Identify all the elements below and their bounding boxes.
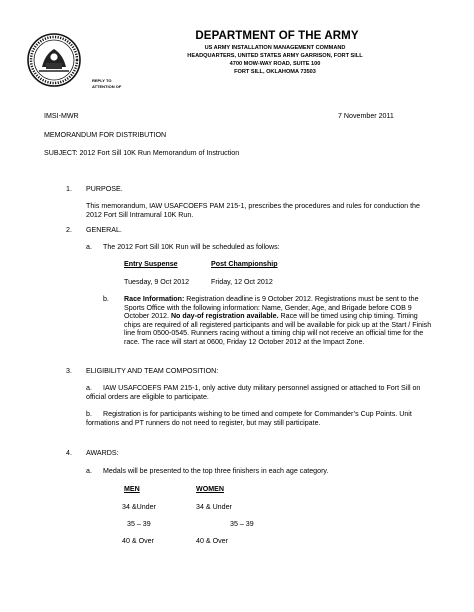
attention-of-label: ATTENTION OF <box>92 84 122 89</box>
post-championship-header: Post Championship <box>211 260 278 268</box>
section-number: 4. <box>66 449 72 457</box>
item-label: a. <box>86 384 92 392</box>
army-seal-icon <box>27 33 81 87</box>
men-age-category: 34 &Under <box>122 503 156 511</box>
awards-a-text: Medals will be presented to the top three finishers in each age category. <box>103 467 329 475</box>
item-label: b. <box>86 410 92 418</box>
men-header: MEN <box>124 485 140 493</box>
memo-date: 7 November 2011 <box>338 112 394 120</box>
section-number: 1. <box>66 185 72 193</box>
race-information-text <box>124 295 436 347</box>
post-championship-date: Friday, 12 Oct 2012 <box>211 278 273 286</box>
eligibility-a-text: IAW USAFCOEFS PAM 215-1, only active duty military personnel assigned or attached to Fort Sill on official orders are eligible to participate. <box>86 384 421 401</box>
memo-for: MEMORANDUM FOR DISTRIBUTION <box>44 131 167 139</box>
section-heading-awards: AWARDS: <box>86 449 119 457</box>
no-day-of-registration: No day-of registration available. <box>170 312 279 321</box>
letterhead-title: DEPARTMENT OF THE ARMY <box>195 30 359 42</box>
race-information-label: Race Information: <box>124 295 185 303</box>
general-a-text: The 2012 Fort Sill 10K Run will be scheduled as follows: <box>103 243 280 251</box>
purpose-text: This memorandum, IAW USAFCOEFS PAM 215-1, prescribes the procedures and rules for conduction the 2012 Fort Sill Intramural 10K Run. <box>86 202 420 219</box>
item-label: b. <box>103 295 109 303</box>
women-age-category: 40 & Over <box>196 537 228 545</box>
women-header: WOMEN <box>196 485 224 493</box>
women-age-category: 35 – 39 <box>230 520 254 528</box>
section-number: 3. <box>66 367 72 375</box>
section-heading-purpose: PURPOSE. <box>86 185 123 193</box>
item-label: a. <box>86 467 92 475</box>
race-information-part2: Race will be timed using chip timing. Timing chips are required of all registered participants and will be available for pick up at the Start / Finish line from 0500-0545. Runners racing without a timing chip will not receive an official time for the race. The race will start at 0600, Friday 12 October 2012 at the Impact Zone. <box>124 312 432 346</box>
letterhead-line: HEADQUARTERS, UNITED STATES ARMY GARRISON, FORT SILL <box>187 53 363 59</box>
reply-to-label: REPLY TO <box>92 78 112 83</box>
office-symbol: IMSI-MWR <box>44 112 79 120</box>
race-information-part1: Registration deadline is 9 October 2012. Registrations must be sent to the Sports Office with the following information: Name, Gender, Age, and Brigade before COB 9 October 2012. <box>124 295 419 321</box>
men-age-category: 40 & Over <box>122 537 154 545</box>
eligibility-b-text: Registration is for participants wishing to be timed and compete for Commander’s Cup Points. Unit formations and PT runners do not need to register, but may still participate. <box>86 410 412 427</box>
section-heading-general: GENERAL. <box>86 226 122 234</box>
entry-suspense-header: Entry Suspense <box>124 260 178 268</box>
memo-subject: SUBJECT: 2012 Fort Sill 10K Run Memorandum of Instruction <box>44 149 240 157</box>
section-number: 2. <box>66 226 72 234</box>
section-heading-eligibility: ELIGIBILITY AND TEAM COMPOSITION: <box>86 367 219 375</box>
women-age-category: 34 & Under <box>196 503 232 511</box>
letterhead-line: 4700 MOW-WAY ROAD, SUITE 100 <box>229 61 321 67</box>
letterhead-line: FORT SILL, OKLAHOMA 73503 <box>234 69 316 75</box>
item-label: a. <box>86 243 92 251</box>
letterhead-line: US ARMY INSTALLATION MANAGEMENT COMMAND <box>204 45 346 51</box>
men-age-category: 35 – 39 <box>127 520 151 528</box>
entry-suspense-date: Tuesday, 9 Oct 2012 <box>124 278 190 286</box>
